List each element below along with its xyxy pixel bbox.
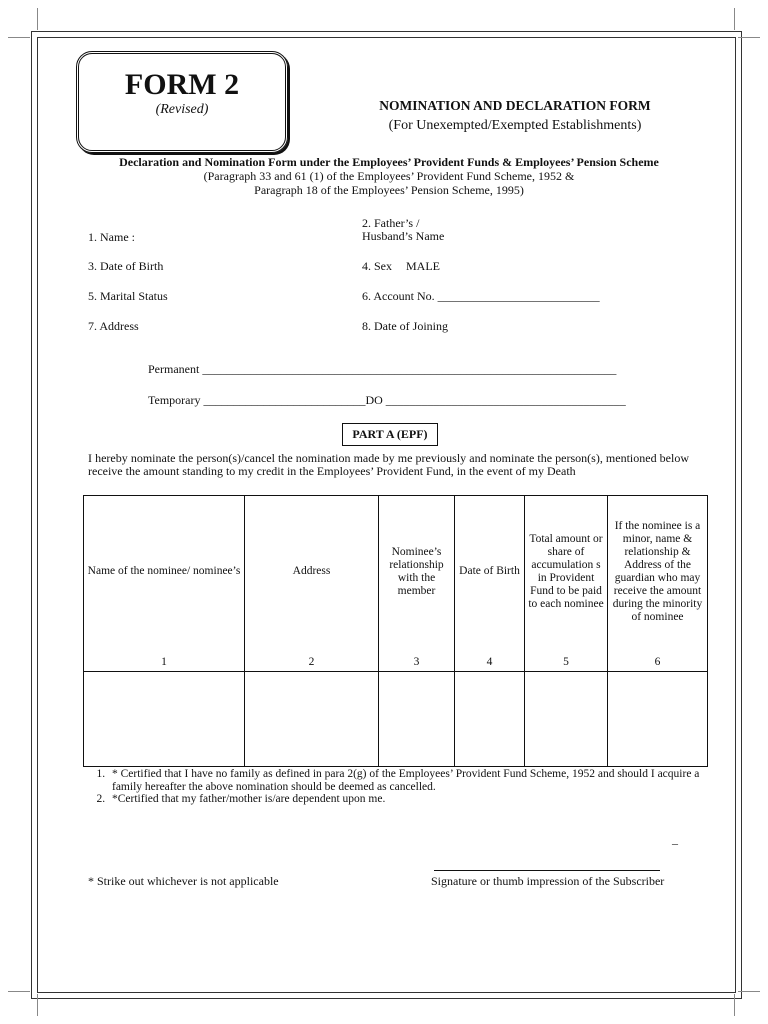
nominee-address-cell[interactable]: [245, 672, 379, 767]
date-of-joining-label: 8. Date of Joining: [362, 319, 448, 333]
crop-mark: [734, 8, 735, 30]
crop-mark: [8, 37, 30, 38]
father-name-label-1: 2. Father’s /: [362, 216, 420, 230]
column-header-address: Address: [245, 496, 379, 648]
account-number-label: 6. Account No. ___________________________: [362, 289, 600, 303]
column-number: 4: [455, 647, 525, 672]
column-header-relationship: Nominee’s relationship with the member: [379, 496, 455, 648]
nominee-dob-cell[interactable]: [455, 672, 525, 767]
column-number: 2: [245, 647, 379, 672]
nominee-share-cell[interactable]: [525, 672, 608, 767]
crop-mark: [8, 991, 30, 992]
crop-mark: [738, 37, 760, 38]
dash-mark: –: [672, 836, 678, 850]
form-title: NOMINATION AND DECLARATION FORM: [379, 98, 651, 113]
sex-label: 4. Sex: [362, 259, 392, 273]
declaration-reference-1: (Paragraph 33 and 61 (1) of the Employees’ Provident Fund Scheme, 1952 &: [203, 169, 575, 183]
name-label: 1. Name :: [88, 230, 135, 244]
crop-mark: [37, 994, 38, 1016]
signature-label: Signature or thumb impression of the Subscriber: [431, 874, 665, 888]
permanent-address-line: Permanent _____________________________________________________________________: [148, 362, 617, 376]
form-subtitle: (For Unexempted/Exempted Establishments): [388, 118, 642, 133]
nominee-guardian-cell[interactable]: [608, 672, 708, 767]
column-number: 6: [608, 647, 708, 672]
sex-value: MALE: [406, 259, 440, 273]
column-header-nominee-name: Name of the nominee/ nominee’s: [84, 496, 245, 648]
nominee-relationship-cell[interactable]: [379, 672, 455, 767]
table-row: [84, 672, 708, 767]
column-header-share-amount: Total amount or share of accumulation s in Provident Fund to be paid to each nominee: [525, 496, 608, 648]
marital-status-label: 5. Marital Status: [88, 289, 168, 303]
declaration-heading: Declaration and Nomination Form under the Employees’ Provident Funds & Employees’ Pension Scheme: [119, 155, 659, 169]
dob-label: 3. Date of Birth: [88, 259, 164, 273]
crop-mark: [738, 991, 760, 992]
certification-notes: [88, 768, 718, 806]
certification-note-2: 2. *Certified that my father/mother is/are dependent upon me.: [108, 793, 718, 806]
part-a-title: PART A (EPF): [342, 423, 438, 446]
nominee-table: [83, 495, 708, 767]
column-number: 3: [379, 647, 455, 672]
nomination-statement: I hereby nominate the person(s)/cancel the nomination made by me previously and nominate the person(s), mentioned below receive the amount standing to my credit in the Employees’ Provident Fund, in the event of my Death: [88, 451, 689, 478]
form-number: FORM 2: [124, 68, 240, 101]
form-number-box: [76, 51, 288, 153]
temporary-address-line: Temporary ___________________________DO ________________________________________: [148, 393, 626, 407]
strike-out-note: * Strike out whichever is not applicable: [88, 874, 279, 888]
signature-line: [434, 870, 660, 871]
nominee-name-cell[interactable]: [84, 672, 245, 767]
crop-mark: [734, 994, 735, 1016]
crop-mark: [37, 8, 38, 30]
column-header-date-of-birth: Date of Birth: [455, 496, 525, 648]
column-number: 1: [84, 647, 245, 672]
form-revised-label: (Revised): [155, 102, 209, 117]
address-label: 7. Address: [88, 319, 139, 333]
column-header-guardian: If the nominee is a minor, name & relationship & Address of the guardian who may receive the amount during the minority of nominee: [608, 496, 708, 648]
declaration-reference-2: Paragraph 18 of the Employees’ Pension Scheme, 1995): [254, 183, 524, 197]
father-name-label-2: Husband’s Name: [362, 229, 445, 243]
certification-note-1: 1. * Certified that I have no family as defined in para 2(g) of the Employees’ Provident Fund Scheme, 1952 and should I acquire a family hereafter the above nomination should be deemed as cancelled.: [108, 768, 718, 793]
column-number: 5: [525, 647, 608, 672]
